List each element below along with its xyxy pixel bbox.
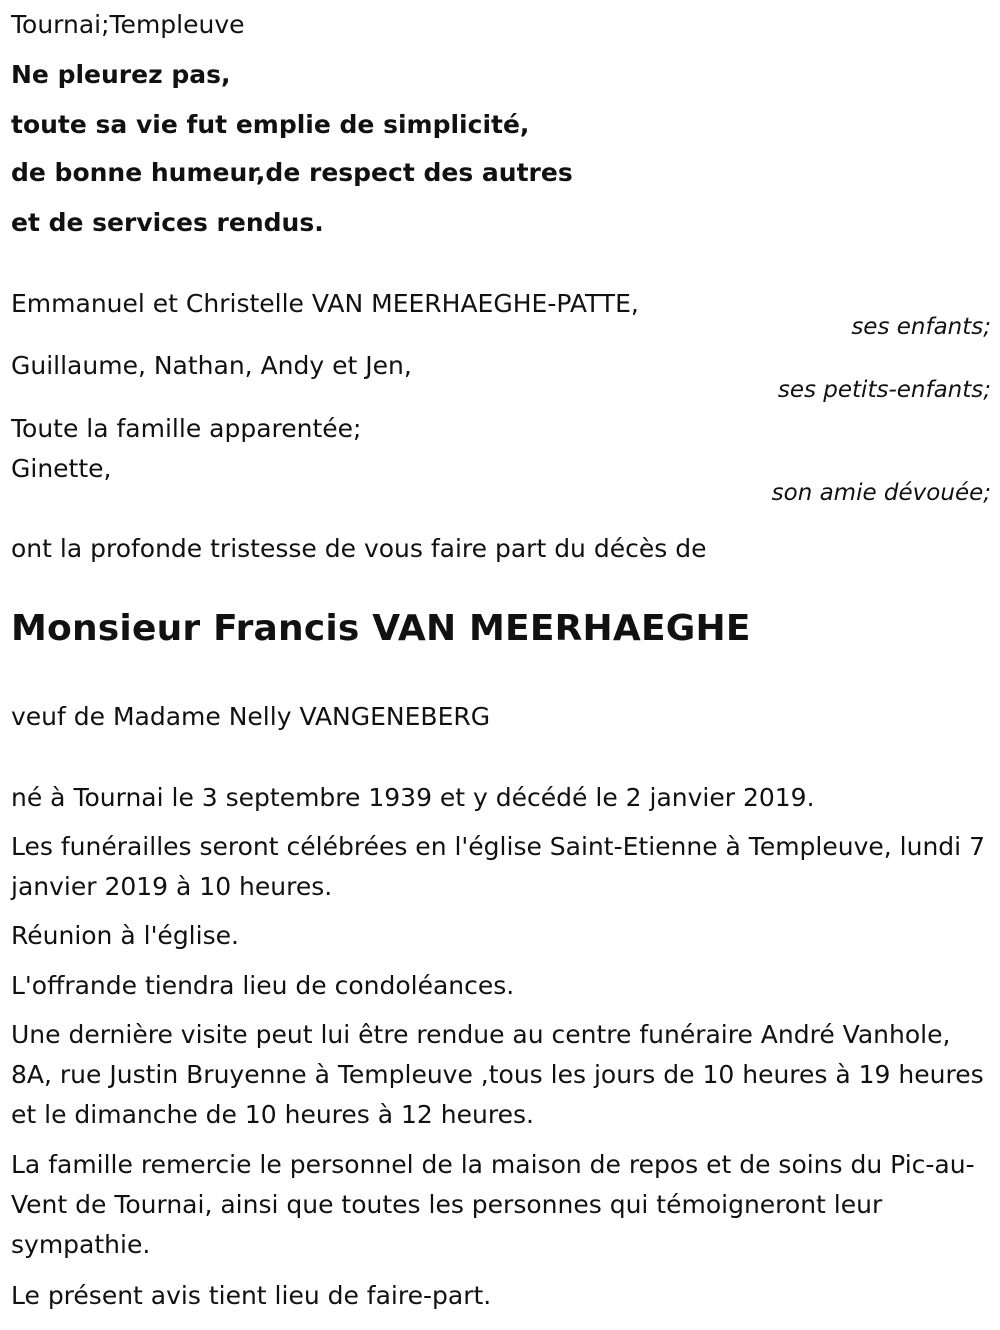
- relatives-line: Toute la famille apparentée;: [11, 414, 362, 443]
- offering-paragraph: L'offrande tiendra lieu de condoléances.: [11, 971, 515, 1000]
- poem-line: toute sa vie fut emplie de simplicité,: [11, 110, 530, 139]
- notice-paragraph: Le présent avis tient lieu de faire-part.: [11, 1281, 492, 1310]
- friend-role: son amie dévouée;: [771, 480, 991, 506]
- thanks-paragraph: La famille remercie le personnel de la maison de repos et de soins du Pic-au-Vent de Tournai, ainsi que toutes les personnes qui témoigneront leur sympathie.: [11, 1150, 975, 1259]
- poem-line: Ne pleurez pas,: [11, 60, 231, 89]
- announcement-intro: ont la profonde tristesse de vous faire part du décès de: [11, 534, 707, 563]
- birth-death-paragraph: né à Tournai le 3 septembre 1939 et y décédé le 2 janvier 2019.: [11, 783, 815, 812]
- poem-line: et de services rendus.: [11, 208, 324, 237]
- grandchildren-role: ses petits-enfants;: [777, 377, 991, 403]
- deceased-name: Monsieur Francis VAN MEERHAEGHE: [11, 608, 751, 649]
- location-header: Tournai;Templeuve: [11, 10, 245, 39]
- children-role: ses enfants;: [851, 314, 991, 340]
- visit-paragraph: Une dernière visite peut lui être rendue au centre funéraire André Vanhole, 8A, rue Justin Bruyenne à Templeuve ,tous les jours de 10 heures à 19 heures et le dimanche de 10 heures à 12 heures.: [11, 1020, 984, 1129]
- grandchildren-names: Guillaume, Nathan, Andy et Jen,: [11, 351, 412, 380]
- widower-line: veuf de Madame Nelly VANGENEBERG: [11, 702, 491, 731]
- meeting-paragraph: Réunion à l'église.: [11, 921, 239, 950]
- obituary-notice: [11, 0, 991, 1330]
- children-names: Emmanuel et Christelle VAN MEERHAEGHE-PATTE,: [11, 289, 639, 318]
- friend-name: Ginette,: [11, 454, 112, 483]
- funeral-paragraph: Les funérailles seront célébrées en l'église Saint-Etienne à Templeuve, lundi 7 janvier 2019 à 10 heures.: [11, 832, 985, 901]
- poem-line: de bonne humeur,de respect des autres: [11, 158, 573, 187]
